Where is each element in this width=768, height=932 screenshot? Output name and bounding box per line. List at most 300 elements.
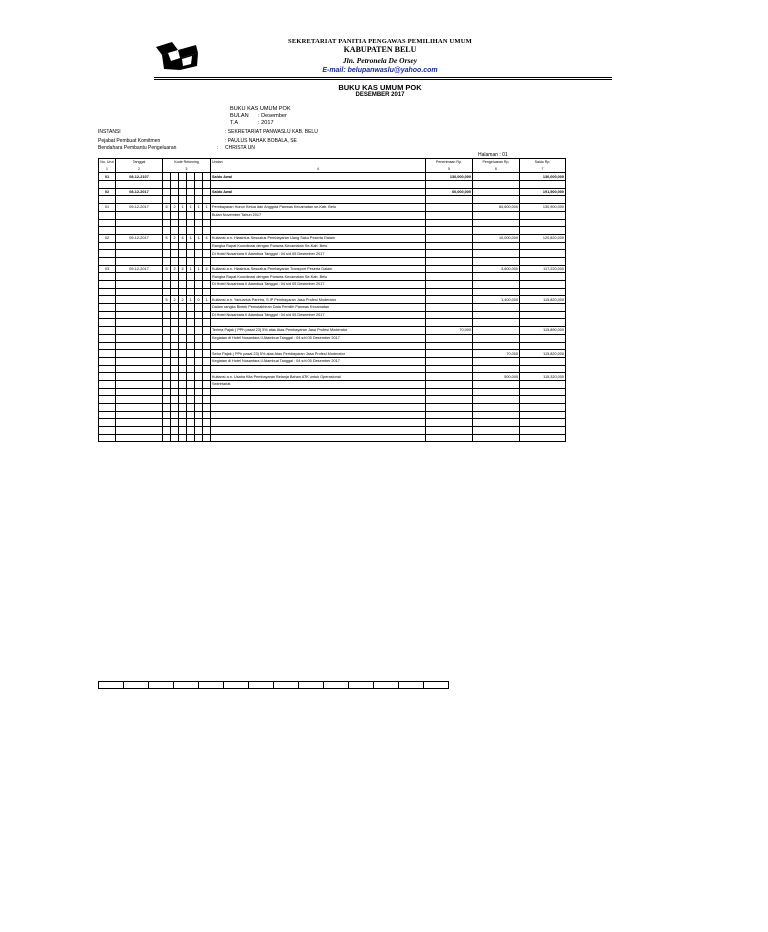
row-number — [99, 350, 116, 358]
empty-cell — [426, 427, 473, 435]
empty-cell — [203, 411, 211, 419]
empty-cell — [99, 427, 116, 435]
empty-cell — [179, 411, 187, 419]
org-email: E-mail: belupanwaslu@yahoo.com — [322, 67, 438, 74]
row-number — [99, 373, 116, 381]
document-subtitle: DESEMBER 2017 — [355, 92, 405, 98]
table-row — [99, 273, 566, 281]
account-code-digit — [203, 334, 211, 342]
account-code-digit — [187, 350, 195, 358]
account-code-digit — [171, 273, 179, 281]
empty-cell — [426, 219, 473, 227]
row-number — [99, 242, 116, 250]
empty-cell — [99, 411, 116, 419]
table-row — [99, 373, 566, 381]
account-code-digit: 5 — [163, 265, 171, 273]
empty-cell — [203, 342, 211, 350]
empty-cell — [211, 396, 426, 404]
header-balance: Saldo Rp. — [520, 159, 566, 166]
account-code-digit — [179, 173, 187, 181]
colnum-7: 7 — [520, 166, 566, 173]
account-code-digit — [163, 211, 171, 219]
row-number: 01 — [99, 173, 116, 181]
empty-cell — [203, 434, 211, 442]
empty-cell — [203, 419, 211, 427]
account-code-digit: 5 — [163, 234, 171, 242]
row-balance: 115,890,000 — [520, 327, 566, 335]
sig-box — [99, 682, 124, 689]
row-date — [116, 311, 163, 319]
row-receipt — [426, 204, 473, 212]
empty-cell — [520, 319, 566, 327]
row-expenditure: 60,600,000 — [473, 204, 520, 212]
empty-cell — [195, 434, 203, 442]
empty-cell — [116, 404, 163, 412]
account-code-digit — [163, 242, 171, 250]
empty-cell — [179, 319, 187, 327]
empty-cell — [171, 411, 179, 419]
table-header-row — [99, 159, 566, 166]
account-code-digit — [179, 242, 187, 250]
row-balance: 120,820,000 — [520, 234, 566, 242]
empty-row — [99, 181, 566, 189]
row-expenditure: 500,000 — [473, 373, 520, 381]
empty-cell — [473, 396, 520, 404]
empty-cell — [203, 219, 211, 227]
row-expenditure — [473, 211, 520, 219]
empty-cell — [187, 388, 195, 396]
row-receipt — [426, 265, 473, 273]
empty-cell — [163, 419, 171, 427]
empty-cell — [187, 411, 195, 419]
account-code-digit — [203, 273, 211, 281]
year-label: T.A — [230, 120, 239, 126]
colnum-4: 4 — [211, 166, 426, 173]
month-label: BULAN — [230, 113, 249, 119]
empty-cell — [171, 419, 179, 427]
empty-cell — [187, 427, 195, 435]
row-description: Rangka Rapat Koordinasi dengan Panwas Kecamatan Se-Kab. Belu — [211, 242, 426, 250]
empty-cell — [520, 388, 566, 396]
empty-cell — [116, 411, 163, 419]
row-number: 02 — [99, 188, 116, 196]
empty-cell — [99, 365, 116, 373]
empty-cell — [171, 404, 179, 412]
account-code-digit — [179, 357, 187, 365]
row-expenditure — [473, 334, 520, 342]
account-code-digit: 4 — [179, 265, 187, 273]
empty-cell — [163, 257, 171, 265]
empty-cell — [163, 434, 171, 442]
empty-cell — [171, 219, 179, 227]
account-code-digit: 1 — [195, 204, 203, 212]
colnum-5: 5 — [426, 166, 473, 173]
empty-cell — [473, 388, 520, 396]
empty-cell — [99, 319, 116, 327]
empty-cell — [426, 404, 473, 412]
empty-cell — [99, 196, 116, 204]
row-balance — [520, 281, 566, 289]
empty-cell — [116, 419, 163, 427]
bpp-label: Bendahara Pembantu Pengeluaran — [98, 145, 177, 151]
row-receipt — [426, 350, 473, 358]
row-number — [99, 296, 116, 304]
empty-cell — [473, 427, 520, 435]
row-receipt — [426, 296, 473, 304]
empty-cell — [211, 388, 426, 396]
empty-cell — [99, 419, 116, 427]
account-code-digit — [203, 357, 211, 365]
instansi-value: : SEKRETARIAT PANWASLU KAB. BELU — [225, 129, 318, 135]
account-code-digit — [179, 311, 187, 319]
row-number — [99, 334, 116, 342]
row-date — [116, 273, 163, 281]
empty-cell — [211, 404, 426, 412]
row-balance: 117,220,000 — [520, 265, 566, 273]
empty-cell — [203, 365, 211, 373]
account-code-digit — [187, 357, 195, 365]
empty-cell — [163, 219, 171, 227]
row-description: Bulan November Tahun 2017 — [211, 211, 426, 219]
account-code-digit: 4 — [203, 265, 211, 273]
account-code-digit — [179, 188, 187, 196]
account-code-digit: 1 — [195, 234, 203, 242]
row-receipt: 70,000 — [426, 327, 473, 335]
empty-cell — [211, 434, 426, 442]
row-date — [116, 327, 163, 335]
account-code-digit: 1 — [203, 204, 211, 212]
account-code-digit — [179, 273, 187, 281]
empty-cell — [163, 319, 171, 327]
sig-box — [224, 682, 249, 689]
account-code-digit: 2 — [171, 204, 179, 212]
row-balance: 130,900,000 — [520, 204, 566, 212]
account-code-digit: 1 — [187, 234, 195, 242]
empty-cell — [473, 434, 520, 442]
empty-row — [99, 196, 566, 204]
empty-cell — [179, 342, 187, 350]
account-code-digit — [195, 188, 203, 196]
row-expenditure: 1,400,000 — [473, 296, 520, 304]
letterhead-rule — [154, 77, 612, 78]
account-code-digit — [179, 304, 187, 312]
account-code-digit — [195, 273, 203, 281]
row-date — [116, 250, 163, 258]
account-code-digit — [171, 242, 179, 250]
empty-cell — [203, 319, 211, 327]
empty-cell — [163, 411, 171, 419]
org-name-line2: KABUPATEN BELU — [343, 45, 417, 54]
empty-cell — [473, 404, 520, 412]
empty-cell — [195, 257, 203, 265]
empty-cell — [520, 404, 566, 412]
table-row — [99, 234, 566, 242]
account-code-digit — [203, 250, 211, 258]
header-expenditures: Pengeluaran Rp. — [473, 159, 520, 166]
row-expenditure — [473, 311, 520, 319]
empty-cell — [195, 288, 203, 296]
account-code-digit — [171, 188, 179, 196]
empty-cell — [99, 181, 116, 189]
account-code-digit — [179, 380, 187, 388]
empty-cell — [195, 388, 203, 396]
empty-cell — [187, 181, 195, 189]
account-code-digit — [203, 380, 211, 388]
row-receipt — [426, 380, 473, 388]
empty-cell — [473, 227, 520, 235]
empty-cell — [99, 219, 116, 227]
empty-row — [99, 227, 566, 235]
table-row — [99, 281, 566, 289]
table-row — [99, 242, 566, 250]
sig-box — [399, 682, 424, 689]
account-code-digit — [195, 250, 203, 258]
account-code-digit — [187, 327, 195, 335]
table-row — [99, 357, 566, 365]
account-code-digit — [195, 350, 203, 358]
account-code-digit — [163, 373, 171, 381]
row-receipt — [426, 311, 473, 319]
empty-cell — [195, 365, 203, 373]
sig-box — [324, 682, 349, 689]
table-row — [99, 311, 566, 319]
empty-cell — [179, 227, 187, 235]
empty-cell — [473, 181, 520, 189]
empty-cell — [520, 396, 566, 404]
empty-cell — [520, 181, 566, 189]
empty-cell — [473, 419, 520, 427]
account-code-digit — [179, 250, 187, 258]
row-description: Di Hotel Nusantara II Atambua Tanggal : 04 s/d 05 Desember 2017 — [211, 281, 426, 289]
row-description: Kuitansi a.n. Hiasintus Sesuatus Pembayaran Uang Saku Peserta Dalam — [211, 234, 426, 242]
row-balance — [520, 250, 566, 258]
empty-cell — [211, 181, 426, 189]
empty-cell — [179, 419, 187, 427]
empty-cell — [116, 288, 163, 296]
empty-cell — [203, 181, 211, 189]
empty-row — [99, 342, 566, 350]
row-balance — [520, 242, 566, 250]
empty-row — [99, 257, 566, 265]
month-value: : Desember — [258, 113, 287, 119]
account-code-digit — [171, 173, 179, 181]
empty-cell — [171, 319, 179, 327]
account-code-digit: 1 — [195, 265, 203, 273]
row-number — [99, 311, 116, 319]
empty-row — [99, 419, 566, 427]
sig-box — [249, 682, 274, 689]
account-code-digit — [163, 188, 171, 196]
empty-cell — [179, 388, 187, 396]
row-balance: 191,500,000 — [520, 188, 566, 196]
account-code-digit — [163, 357, 171, 365]
empty-cell — [99, 288, 116, 296]
account-code-digit — [195, 281, 203, 289]
empty-cell — [211, 257, 426, 265]
row-number — [99, 273, 116, 281]
account-code-digit — [179, 281, 187, 289]
empty-cell — [520, 257, 566, 265]
table-row — [99, 296, 566, 304]
account-code-digit — [195, 357, 203, 365]
header-description: Uraian — [211, 159, 426, 166]
account-code-digit: 2 — [179, 296, 187, 304]
account-code-digit — [179, 373, 187, 381]
empty-cell — [99, 227, 116, 235]
empty-cell — [195, 404, 203, 412]
row-balance: 115,820,000 — [520, 350, 566, 358]
sig-box — [274, 682, 299, 689]
row-expenditure — [473, 188, 520, 196]
account-code-digit — [187, 373, 195, 381]
account-code-digit: 1 — [187, 204, 195, 212]
account-code-digit: 1 — [187, 265, 195, 273]
account-code-digit — [171, 327, 179, 335]
table-row — [99, 304, 566, 312]
empty-cell — [179, 427, 187, 435]
empty-cell — [195, 411, 203, 419]
empty-cell — [426, 342, 473, 350]
empty-cell — [187, 365, 195, 373]
empty-cell — [116, 227, 163, 235]
empty-cell — [99, 342, 116, 350]
row-date: 09-12-2017 — [116, 234, 163, 242]
account-code-digit — [171, 211, 179, 219]
row-date — [116, 304, 163, 312]
account-code-digit: 1 — [179, 204, 187, 212]
empty-cell — [116, 427, 163, 435]
account-code-digit — [195, 311, 203, 319]
account-code-digit — [171, 357, 179, 365]
empty-cell — [426, 365, 473, 373]
row-balance: 115,320,000 — [520, 373, 566, 381]
empty-row — [99, 404, 566, 412]
empty-cell — [426, 257, 473, 265]
row-receipt — [426, 281, 473, 289]
account-code-digit — [195, 211, 203, 219]
row-number: 01 — [99, 204, 116, 212]
row-balance: 130,000,000 — [520, 173, 566, 181]
account-code-digit — [187, 281, 195, 289]
empty-cell — [211, 319, 426, 327]
empty-cell — [116, 257, 163, 265]
account-code-digit — [203, 188, 211, 196]
row-receipt — [426, 211, 473, 219]
colnum-6: 6 — [473, 166, 520, 173]
empty-cell — [171, 434, 179, 442]
account-code-digit — [203, 281, 211, 289]
empty-row — [99, 434, 566, 442]
empty-cell — [473, 219, 520, 227]
empty-cell — [179, 365, 187, 373]
empty-cell — [203, 288, 211, 296]
empty-cell — [203, 257, 211, 265]
empty-cell — [426, 388, 473, 396]
empty-cell — [195, 396, 203, 404]
sig-box — [299, 682, 324, 689]
row-date — [116, 350, 163, 358]
account-code-digit — [163, 380, 171, 388]
empty-cell — [195, 342, 203, 350]
row-balance — [520, 311, 566, 319]
empty-cell — [195, 319, 203, 327]
row-date: 08-12-2107 — [116, 173, 163, 181]
empty-cell — [171, 181, 179, 189]
empty-row — [99, 427, 566, 435]
empty-cell — [99, 257, 116, 265]
empty-cell — [163, 396, 171, 404]
empty-cell — [179, 288, 187, 296]
empty-cell — [171, 388, 179, 396]
table-row — [99, 250, 566, 258]
account-code-digit: 5 — [163, 296, 171, 304]
account-code-digit — [163, 311, 171, 319]
account-code-digit — [171, 304, 179, 312]
account-code-digit — [163, 173, 171, 181]
empty-cell — [116, 388, 163, 396]
empty-cell — [163, 227, 171, 235]
account-code-digit — [187, 242, 195, 250]
account-code-digit — [187, 380, 195, 388]
empty-cell — [116, 396, 163, 404]
row-expenditure: 10,000,000 — [473, 234, 520, 242]
sig-box — [424, 682, 449, 689]
row-receipt — [426, 373, 473, 381]
row-receipt — [426, 334, 473, 342]
account-code-digit — [195, 304, 203, 312]
row-expenditure — [473, 357, 520, 365]
empty-cell — [99, 404, 116, 412]
row-balance — [520, 334, 566, 342]
row-description: Di Hotel Nusantara II Atambua Tanggal : 04 s/d 05 Desember 2017 — [211, 311, 426, 319]
account-code-digit — [163, 281, 171, 289]
empty-cell — [426, 434, 473, 442]
row-date — [116, 281, 163, 289]
header-date: Tanggal — [116, 159, 163, 166]
empty-cell — [426, 419, 473, 427]
empty-cell — [116, 319, 163, 327]
account-code-digit — [195, 173, 203, 181]
empty-row — [99, 365, 566, 373]
account-code-digit — [203, 311, 211, 319]
row-description: Kuitansi a.n. Usaha Kita Pembayaran Belanja Bahan ATK untuk Operasional — [211, 373, 426, 381]
bpp-colon: : — [217, 145, 219, 151]
sig-box — [374, 682, 399, 689]
empty-row — [99, 288, 566, 296]
row-description: Saldo Awal — [211, 188, 426, 196]
account-code-digit — [163, 304, 171, 312]
empty-cell — [179, 196, 187, 204]
row-number — [99, 380, 116, 388]
empty-cell — [179, 219, 187, 227]
empty-row — [99, 388, 566, 396]
empty-cell — [520, 219, 566, 227]
empty-cell — [163, 181, 171, 189]
account-code-digit — [179, 350, 187, 358]
empty-cell — [171, 196, 179, 204]
empty-cell — [171, 396, 179, 404]
table-row — [99, 265, 566, 273]
empty-cell — [473, 319, 520, 327]
letterhead-rule-2 — [154, 79, 612, 80]
row-number: 03 — [99, 265, 116, 273]
row-receipt — [426, 242, 473, 250]
row-number — [99, 281, 116, 289]
row-description: Dalam rangka Bintek Pemutakhiran Data Pemilih Panwas Kecamatan — [211, 304, 426, 312]
empty-cell — [195, 419, 203, 427]
empty-cell — [211, 227, 426, 235]
empty-cell — [99, 434, 116, 442]
